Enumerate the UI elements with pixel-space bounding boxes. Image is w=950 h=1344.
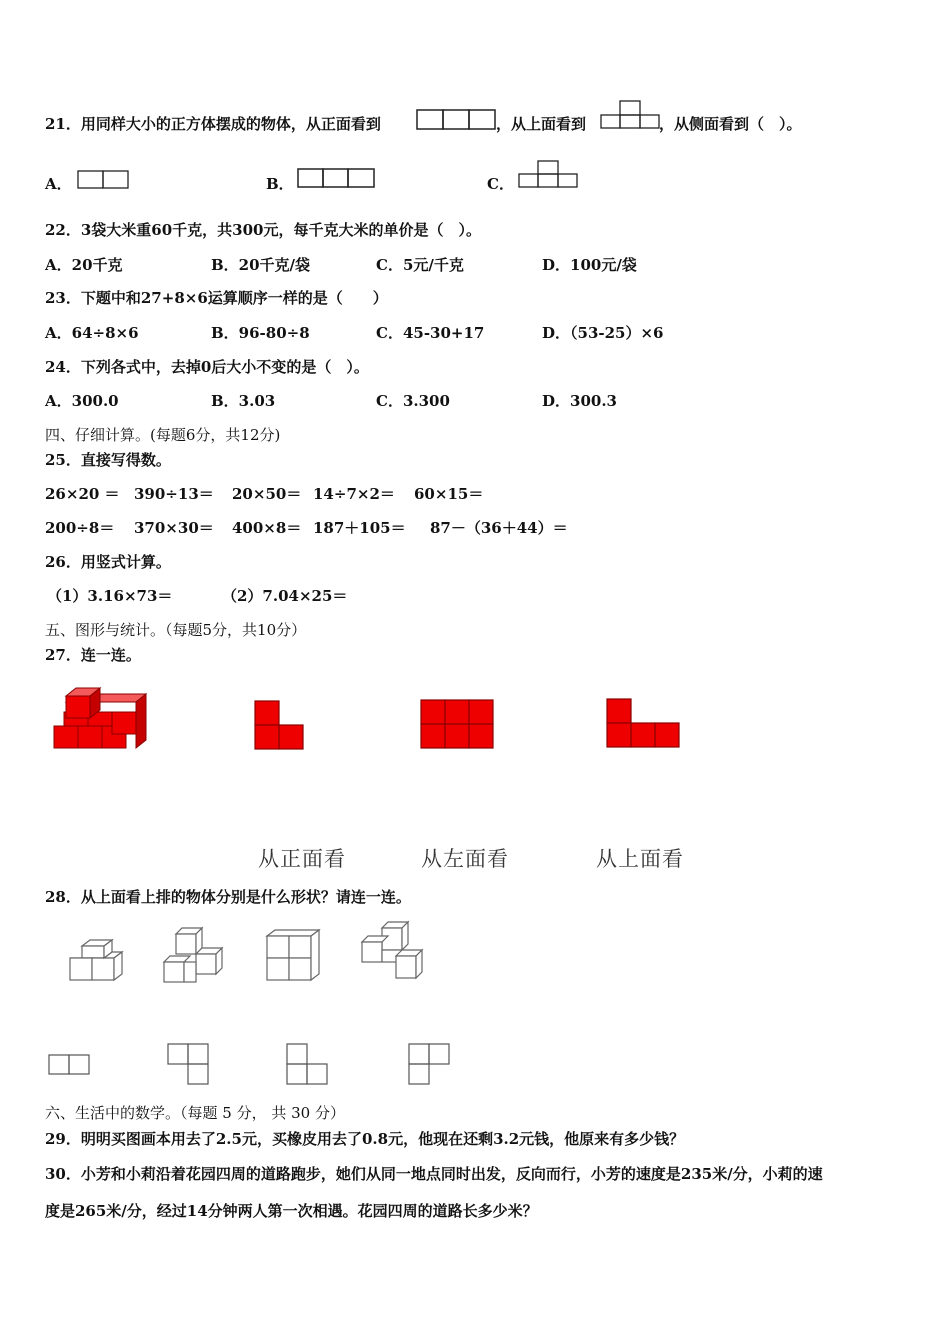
q28-object-2 <box>162 926 224 986</box>
q25-item: 200÷8＝ <box>45 519 115 537</box>
q21-stem-part2: ，从上面看到 <box>496 115 587 133</box>
q27-caption-left: 从左面看 <box>421 847 509 871</box>
q25-stem: 25．直接写得数。 <box>45 451 171 469</box>
q26-stem: 26．用竖式计算。 <box>45 553 171 571</box>
q27-view-l-shape <box>254 700 306 752</box>
q21-stem-part1: 21．用同样大小的正方体摆成的物体，从正面看到 <box>45 115 381 133</box>
q26-item-2: （2）7.04×25＝ <box>222 587 348 605</box>
q28-object-3 <box>265 928 321 982</box>
q21-option-a-figure <box>77 170 131 190</box>
q24-option-b[interactable]: B．3.03 <box>211 392 276 410</box>
q27-caption-front: 从正面看 <box>258 847 346 871</box>
q21-stem-part3: ，从侧面看到（ ）。 <box>659 115 802 133</box>
q25-item: 390÷13＝ <box>134 485 214 503</box>
q25-item: 14÷7×2＝ <box>313 485 395 503</box>
q21-option-c[interactable]: C． <box>487 175 514 193</box>
q24-option-a[interactable]: A．300.0 <box>45 392 119 410</box>
q28-shape-4 <box>408 1043 452 1085</box>
q28-object-4 <box>360 920 424 984</box>
q21-option-a[interactable]: A． <box>45 175 72 193</box>
q21-option-b[interactable]: B． <box>266 175 294 193</box>
q25-item: 370×30＝ <box>134 519 214 537</box>
section-4-heading: 四、仔细计算。(每题6分，共12分) <box>45 426 281 444</box>
q27-red-cube-object <box>52 686 152 760</box>
q22-option-b[interactable]: B．20千克/袋 <box>211 256 311 274</box>
q22-stem: 22．3袋大米重60千克，共300元，每千克大米的单价是（ ）。 <box>45 221 481 239</box>
q27-caption-top: 从上面看 <box>596 847 684 871</box>
q24-stem: 24．下列各式中，去掉0后大小不变的是（ ）。 <box>45 358 369 376</box>
q23-option-c[interactable]: C．45-30+17 <box>376 324 485 342</box>
q21-front-view-figure <box>416 109 498 131</box>
q30-text-line2: 度是265米/分，经过14分钟两人第一次相遇。花园四周的道路长多少米？ <box>45 1202 538 1220</box>
q27-stem: 27．连一连。 <box>45 646 141 664</box>
q28-shape-1 <box>48 1054 92 1076</box>
q25-item: 26×20 ＝ <box>45 485 120 503</box>
q27-view-two-rows <box>420 699 496 751</box>
q22-option-d[interactable]: D．100元/袋 <box>542 256 637 274</box>
q28-object-1 <box>68 938 124 984</box>
q25-item: 187＋105＝ <box>313 519 406 537</box>
q29-text: 29．明明买图画本用去了2.5元，买橡皮用去了0.8元，他现在还剩3.2元钱，他原来有多少钱？ <box>45 1130 685 1148</box>
q21-option-c-figure <box>518 160 580 190</box>
q23-stem: 23．下题中和27+8×6运算顺序一样的是（ ） <box>45 289 388 307</box>
q27-view-long-l-shape <box>606 698 682 750</box>
q25-item: 20×50＝ <box>232 485 302 503</box>
q28-shape-3 <box>286 1043 330 1085</box>
q23-option-b[interactable]: B．96-80÷8 <box>211 324 310 342</box>
q22-option-a[interactable]: A．20千克 <box>45 256 123 274</box>
q30-text-line1: 30．小芳和小莉沿着花园四周的道路跑步，她们从同一地点同时出发，反向而行，小芳的速度是235米/分，小莉的速 <box>45 1165 823 1183</box>
q26-item-1: （1）3.16×73＝ <box>47 587 173 605</box>
q22-option-c[interactable]: C．5元/千克 <box>376 256 464 274</box>
q25-item: 400×8＝ <box>232 519 302 537</box>
section-6-heading: 六、生活中的数学。（每题 5 分， 共 30 分） <box>45 1104 345 1122</box>
q24-option-d[interactable]: D．300.3 <box>542 392 617 410</box>
section-5-heading: 五、图形与统计。（每题5分，共10分） <box>45 621 307 639</box>
q28-stem: 28．从上面看上排的物体分别是什么形状？请连一连。 <box>45 888 411 906</box>
q21-option-b-figure <box>297 168 377 189</box>
q24-option-c[interactable]: C．3.300 <box>376 392 450 410</box>
q25-item: 60×15＝ <box>414 485 484 503</box>
q21-top-view-figure <box>600 100 662 130</box>
q23-option-a[interactable]: A．64÷8×6 <box>45 324 139 342</box>
q28-shape-2 <box>167 1043 211 1085</box>
q25-item: 87－（36＋44）＝ <box>430 519 568 537</box>
q23-option-d[interactable]: D．（53-25）×6 <box>542 324 664 342</box>
